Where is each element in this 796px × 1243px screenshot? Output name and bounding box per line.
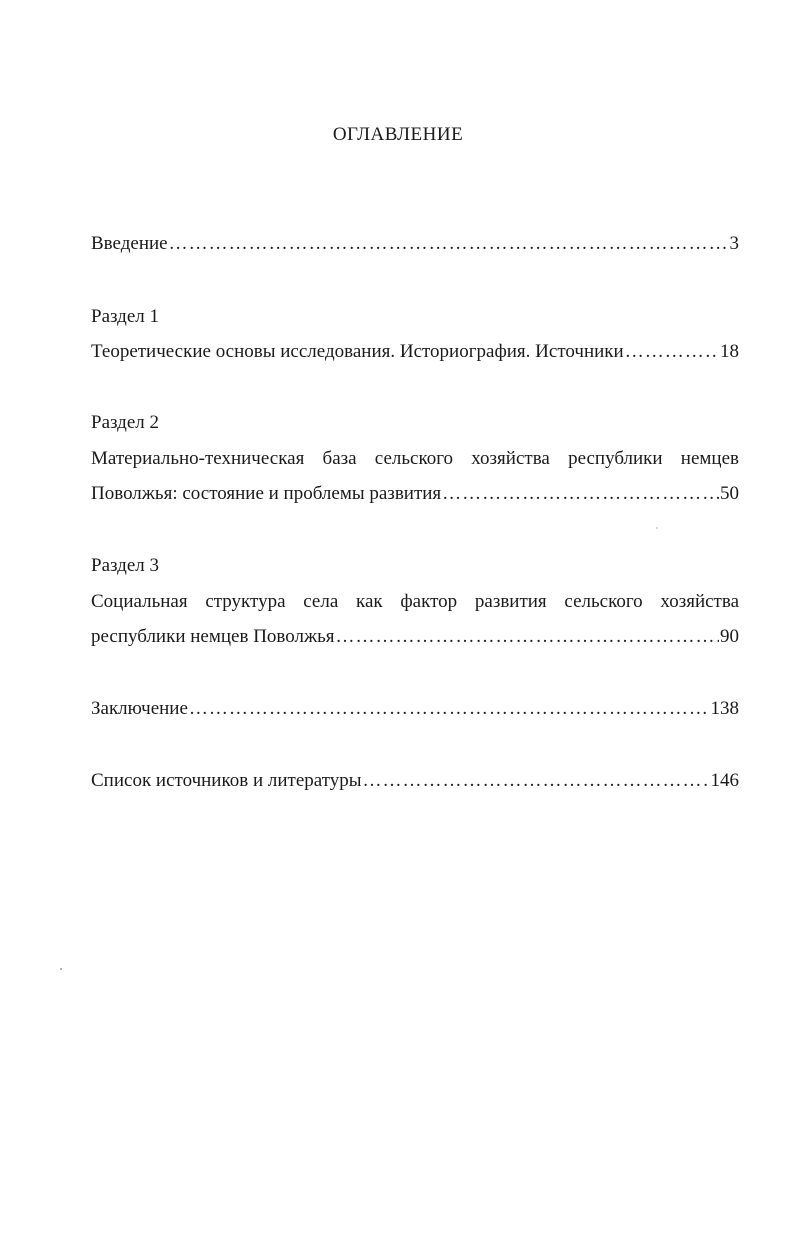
toc-entry-text: Введение xyxy=(91,233,168,254)
toc-section-heading-3: Раздел 3 xyxy=(91,555,159,576)
toc-leader-dots xyxy=(625,340,719,364)
toc-entry-section3-line1: Социальная структура села как фактор развития сельского хозяйства xyxy=(91,591,739,612)
toc-section-heading-2: Раздел 2 xyxy=(91,412,159,433)
toc-leader-dots xyxy=(189,697,710,721)
toc-section-heading-1: Раздел 1 xyxy=(91,306,159,327)
toc-entry-section2-line1: Материально-техническая база сельского хозяйства республики немцев xyxy=(91,448,739,469)
toc-page-number: 50 xyxy=(720,483,739,504)
toc-entry-text: Список источников и литературы xyxy=(91,770,362,791)
toc-page-number: 90 xyxy=(720,626,739,647)
toc-entry-text: Заключение xyxy=(91,698,188,719)
page-title: ОГЛАВЛЕНИЕ xyxy=(332,124,464,145)
toc-page-number: 138 xyxy=(710,698,739,719)
toc-page-number: 3 xyxy=(729,233,739,254)
toc-page-number: 18 xyxy=(720,341,739,362)
toc-entry-text: Теоретические основы исследования. Историография. Источники xyxy=(91,341,624,362)
toc-entry-conclusion xyxy=(91,697,739,721)
toc-entry-text: Поволжья: состояние и проблемы развития xyxy=(91,483,442,504)
toc-leader-dots xyxy=(336,625,719,649)
scan-speck xyxy=(60,968,62,970)
toc-leader-dots xyxy=(169,232,729,256)
toc-page-number: 146 xyxy=(710,770,739,791)
toc-leader-dots xyxy=(442,482,719,506)
toc-entry-section3 xyxy=(91,625,739,649)
toc-entry-sources xyxy=(91,769,739,793)
toc-entry-section2 xyxy=(91,482,739,506)
toc-entry-intro xyxy=(91,232,739,256)
toc-entry-text: республики немцев Поволжья xyxy=(91,626,335,647)
toc-entry-section1 xyxy=(91,340,739,364)
scan-speck xyxy=(656,527,658,529)
toc-leader-dots xyxy=(363,769,710,793)
